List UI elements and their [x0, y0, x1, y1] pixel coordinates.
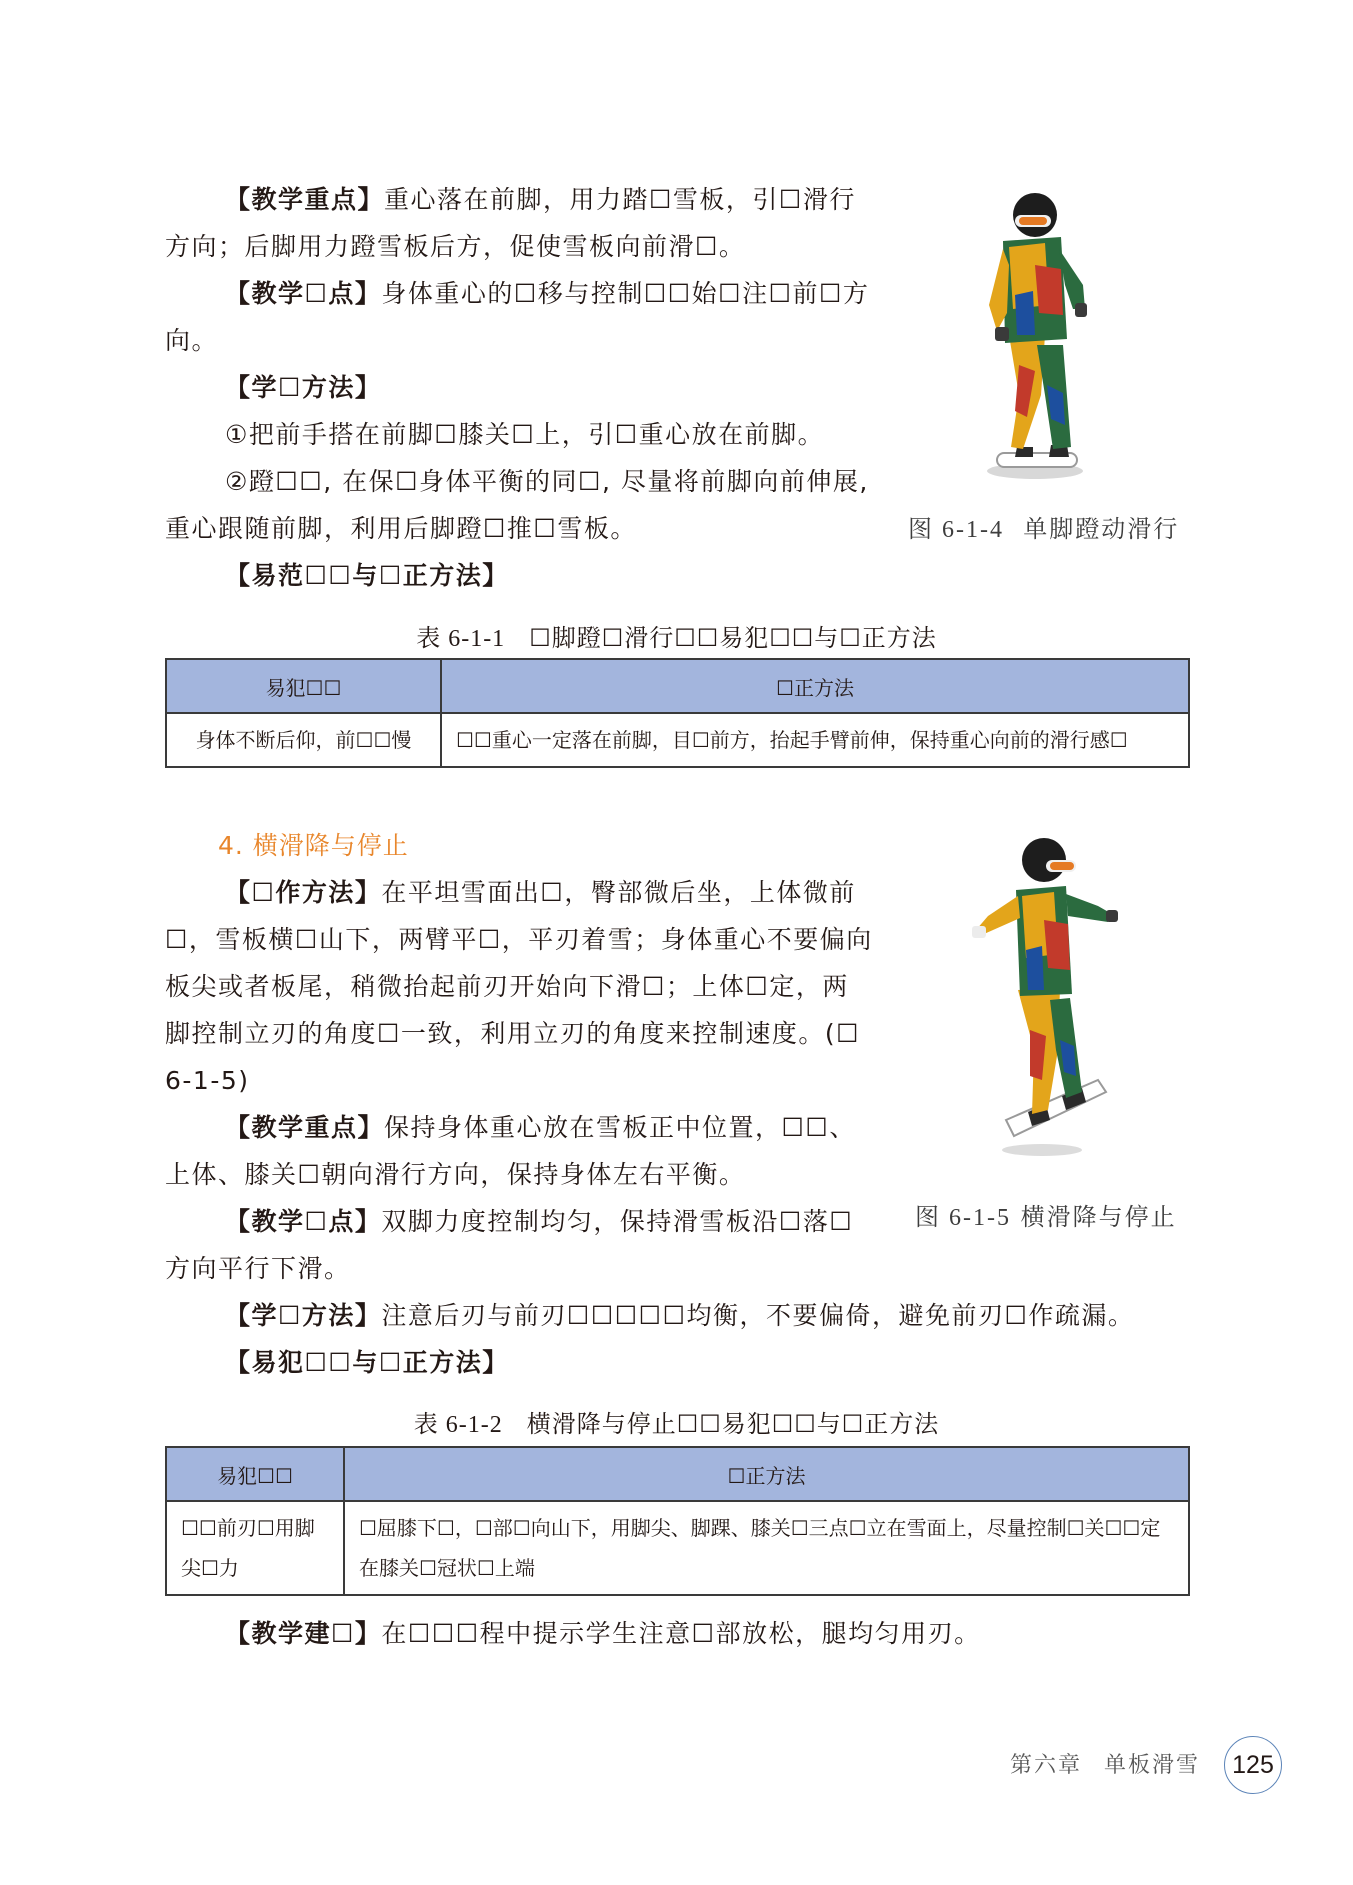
- table-2-caption: [165, 1404, 1188, 1439]
- method-2-paragraph: [165, 1292, 1155, 1339]
- section-4-title: 4. 横滑降与停止: [218, 831, 409, 860]
- key-point-heading: 【教学重点】: [225, 185, 385, 214]
- table-1-header-row: [166, 659, 1189, 713]
- footer-chapter-number: 第六章: [1010, 1753, 1083, 1778]
- method-step-1: [165, 411, 875, 458]
- errors-heading: [165, 552, 875, 599]
- method-2-text: 注意后刃与前刃☐☐☐☐☐均衡，不要偏倚，避免前刃☐作疏漏。: [381, 1301, 1135, 1330]
- snowboarder-photo-1: [975, 185, 1105, 485]
- key-point-2-paragraph: [165, 1104, 875, 1198]
- difficulty-text: 身体重心的☐移与控制☐☐始☐注☐前☐方向。: [165, 279, 870, 355]
- table-row: [166, 1501, 1189, 1595]
- errors-heading-text: 【易范☐☐与☐正方法】: [225, 561, 509, 590]
- teaching-suggestion-paragraph: [165, 1610, 1155, 1657]
- key-point-text: 重心落在前脚，用力踏☐雪板，引☐滑行方向；后脚用力蹬雪板后方，促使雪板向前滑☐。: [165, 185, 856, 261]
- figure-1-number: 图 6-1-4: [908, 517, 1004, 543]
- difficulty-2-text: 双脚力度控制均匀，保持滑雪板沿☐落☐方向平行下滑。: [165, 1207, 854, 1283]
- method-heading: [165, 364, 875, 411]
- table-2-header-row: [166, 1447, 1189, 1501]
- table-2-header-correction: ☐正方法: [344, 1447, 1189, 1501]
- difficulty-2-paragraph: [165, 1198, 875, 1292]
- key-point-2-heading: 【教学重点】: [225, 1113, 385, 1142]
- teaching-suggestion-text: 在☐☐☐程中提示学生注意☐部放松，腿均匀用刃。: [381, 1619, 981, 1648]
- figure-2-title: 横滑降与停止: [1020, 1203, 1177, 1231]
- difficulty-heading: 【教学☐点】: [225, 279, 382, 308]
- action-method-text: 在平坦雪面出☐，臀部微后坐，上体微前☐，雪板横☐山下，两臂平☐，平刃着雪；身体重心不要偏向板尖或者板尾，稍微抬起前刃开始向下滑☐；上体☐定，两脚控制立刃的角度☐一致，利用立刃的角度来控制速度。(☐ 6-1-5): [165, 878, 873, 1095]
- difficulty-paragraph: [165, 270, 875, 364]
- errors-2-heading: [165, 1339, 875, 1386]
- table-row: [166, 713, 1189, 767]
- table-2-cell-error: ☐☐前刃☐用脚尖☐力: [166, 1501, 344, 1595]
- table-1-cell-error: 身体不断后仰，前☐☐慢: [166, 713, 441, 767]
- table-1-header-correction: ☐正方法: [441, 659, 1189, 713]
- footer-chapter: [1010, 1748, 1200, 1779]
- key-point-2-text: 保持身体重心放在雪板正中位置，☐☐、上体、膝关☐朝向滑行方向，保持身体左右平衡。: [165, 1113, 856, 1189]
- table-1-title: ☐脚蹬☐滑行☐☐易犯☐☐与☐正方法: [529, 624, 937, 652]
- table-2: [165, 1446, 1190, 1596]
- table-2-cell-correction: ☐屈膝下☐，☐部☐向山下，用脚尖、脚踝、膝关☐三点☐立在雪面上，尽量控制☐关☐☐定在膝关☐冠状☐上端: [344, 1501, 1189, 1595]
- footer-chapter-title: 单板滑雪: [1104, 1753, 1201, 1778]
- teaching-suggestion-heading: 【教学建☐】: [225, 1619, 382, 1648]
- key-point-paragraph: [165, 176, 875, 270]
- table-2-header-errors: 易犯☐☐: [166, 1447, 344, 1501]
- figure-1-caption: [908, 509, 1179, 544]
- figure-2-number: 图 6-1-5: [915, 1205, 1011, 1231]
- table-1-number: 表 6-1-1: [416, 626, 506, 652]
- figure-1-title: 单脚蹬动滑行: [1023, 515, 1180, 543]
- table-1-header-errors: 易犯☐☐: [166, 659, 441, 713]
- method-step-1-text: ①把前手搭在前脚☐膝关☐上，引☐重心放在前脚。: [225, 420, 825, 449]
- method-heading-text: 【学☐方法】: [225, 373, 382, 402]
- method-step-2: [165, 458, 875, 552]
- page-number: 125: [1224, 1736, 1282, 1794]
- table-1-cell-correction: ☐☐重心一定落在前脚，目☐前方，抬起手臂前伸，保持重心向前的滑行感☐: [441, 713, 1189, 767]
- table-2-title: 横滑降与停止☐☐易犯☐☐与☐正方法: [526, 1410, 940, 1438]
- figure-2-caption: [915, 1197, 1177, 1232]
- table-2-number: 表 6-1-2: [413, 1412, 503, 1438]
- table-1: [165, 658, 1190, 768]
- snowboarder-photo-2: [970, 830, 1120, 1170]
- method-step-2-text: ②蹬☐☐, 在保☐身体平衡的同☐, 尽量将前脚向前伸展, 重心跟随前脚，利用后脚蹬☐推☐雪板。: [165, 467, 869, 543]
- action-method-paragraph: [165, 869, 875, 1104]
- table-1-caption: [165, 618, 1188, 653]
- action-method-heading: 【☐作方法】: [225, 878, 382, 907]
- errors-2-heading-text: 【易犯☐☐与☐正方法】: [225, 1348, 509, 1377]
- difficulty-2-heading: 【教学☐点】: [225, 1207, 382, 1236]
- method-2-heading: 【学☐方法】: [225, 1301, 382, 1330]
